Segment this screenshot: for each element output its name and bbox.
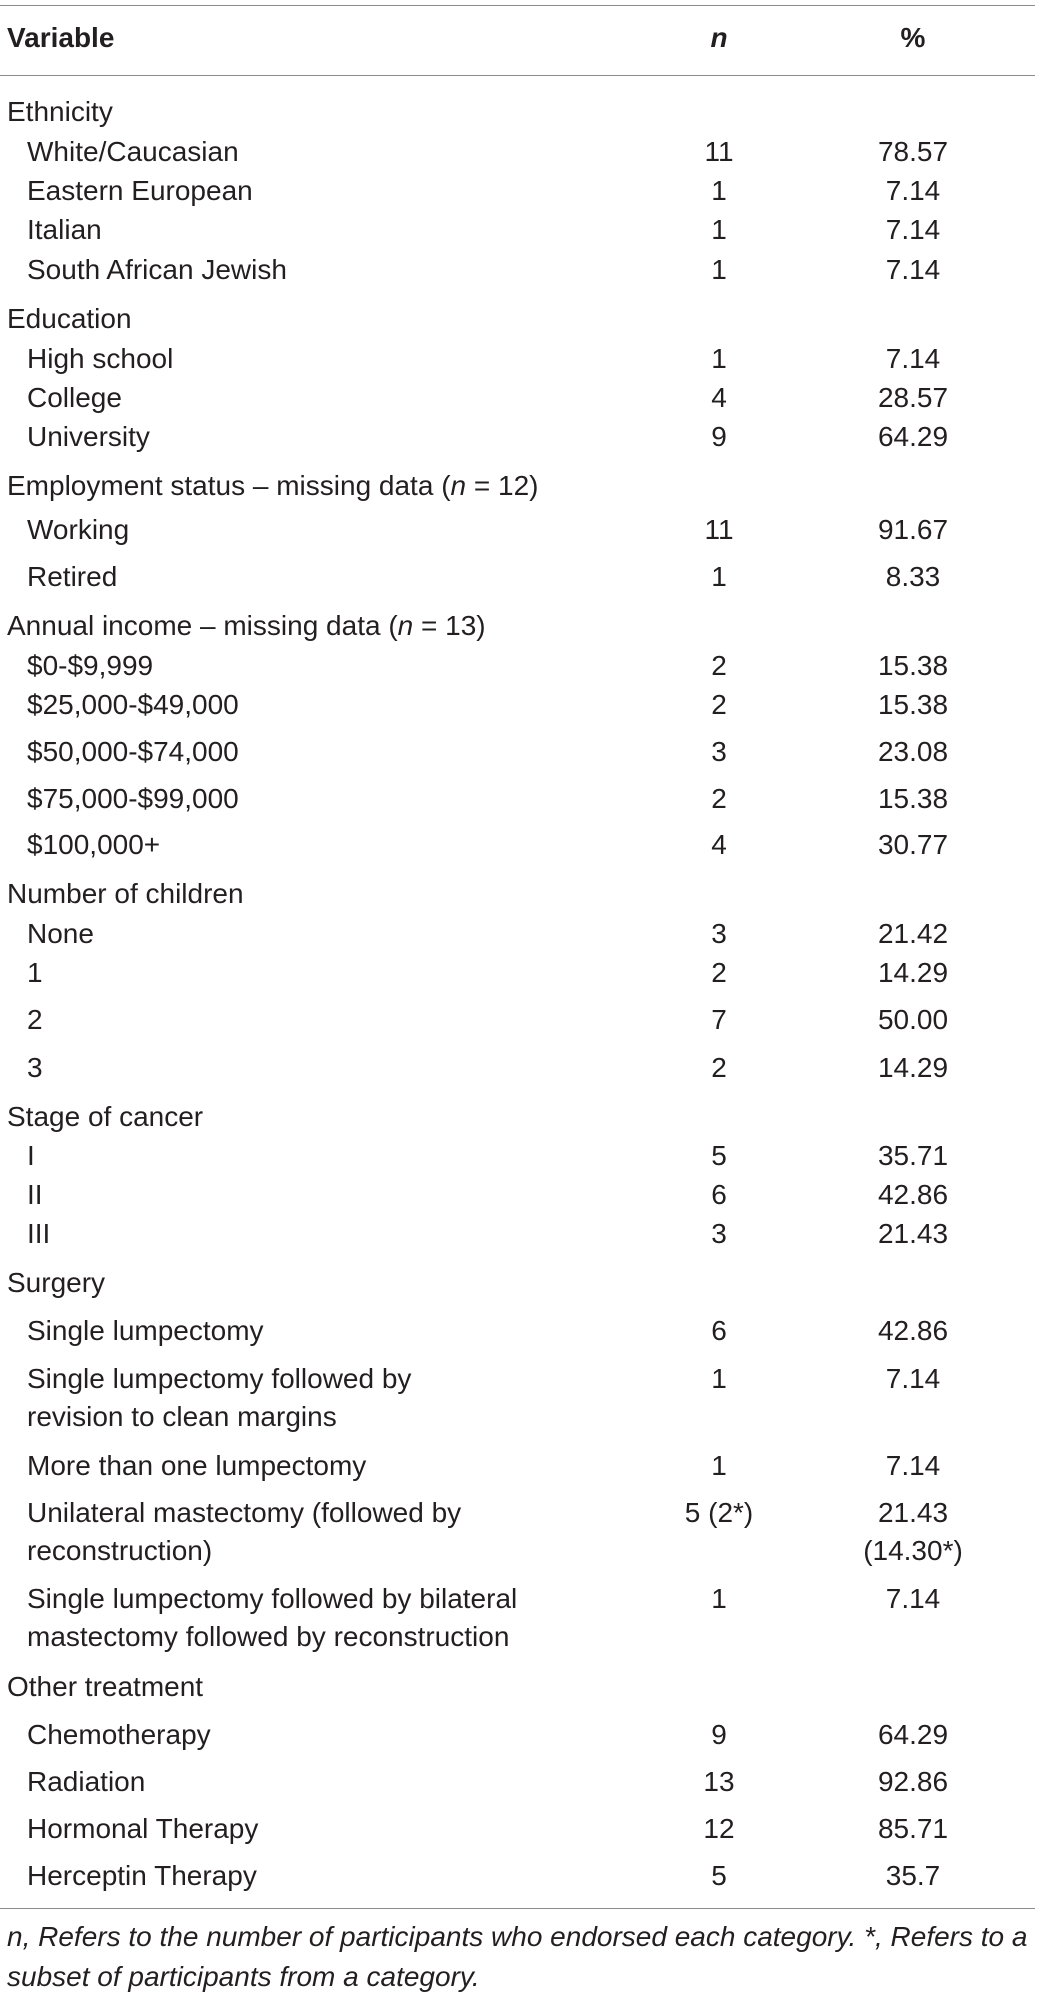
- percent-cell: 15.38: [877, 650, 949, 681]
- category-label: Surgery: [7, 1267, 106, 1298]
- header-variable: Variable: [7, 22, 115, 53]
- n-cell: 5 (2*): [684, 1497, 754, 1528]
- n-cell: 1: [711, 175, 727, 206]
- n-cell: 12: [703, 1813, 735, 1844]
- row-label: 3: [27, 1052, 43, 1083]
- n-cell: 9: [711, 421, 727, 452]
- header-rule: [0, 75, 1035, 76]
- percent-cell: 7.14: [885, 1583, 941, 1614]
- percent-cell: 14.29: [877, 957, 949, 988]
- n-cell: 6: [711, 1315, 727, 1346]
- category-label: Ethnicity: [7, 96, 113, 127]
- row-label: $25,000-$49,000: [27, 689, 239, 720]
- percent-cell: 21.43: [877, 1218, 949, 1249]
- n-cell: 2: [711, 957, 727, 988]
- row-label: reconstruction): [27, 1535, 213, 1566]
- percent-cell: 7.14: [885, 175, 941, 206]
- n-cell: 1: [711, 343, 727, 374]
- n-cell: 1: [711, 1450, 727, 1481]
- percent-cell: 50.00: [877, 1004, 949, 1035]
- row-label: College: [27, 382, 122, 413]
- category-label: Other treatment: [7, 1671, 204, 1702]
- row-label: revision to clean margins: [27, 1401, 337, 1432]
- row-label: More than one lumpectomy: [27, 1450, 367, 1481]
- n-cell: 4: [711, 829, 727, 860]
- row-label: $75,000-$99,000: [27, 783, 239, 814]
- n-cell: 2: [711, 650, 727, 681]
- percent-cell: 7.14: [885, 254, 941, 285]
- percent-cell: 7.14: [885, 1363, 941, 1394]
- top-rule: [0, 5, 1035, 6]
- percent-cell: 78.57: [877, 136, 949, 167]
- percent-cell: 7.14: [885, 343, 941, 374]
- row-label: Hormonal Therapy: [27, 1813, 259, 1844]
- percent-cell: 35.7: [885, 1860, 941, 1891]
- percent-cell: 7.14: [885, 1450, 941, 1481]
- header-n: n: [710, 22, 728, 53]
- n-cell: 4: [711, 382, 727, 413]
- percent-cell: 64.29: [877, 421, 949, 452]
- percent-cell: 21.42: [877, 918, 949, 949]
- row-label: I: [27, 1140, 35, 1171]
- row-label: Single lumpectomy followed by: [27, 1363, 412, 1394]
- n-cell: 2: [711, 783, 727, 814]
- percent-cell: 30.77: [877, 829, 949, 860]
- n-cell: 3: [711, 918, 727, 949]
- row-label: Retired: [27, 561, 118, 592]
- n-cell: 6: [711, 1179, 727, 1210]
- percent-cell: 42.86: [877, 1179, 949, 1210]
- row-label: III: [27, 1218, 51, 1249]
- row-label: Unilateral mastectomy (followed by: [27, 1497, 462, 1528]
- percent-cell: 21.43: [877, 1497, 949, 1528]
- row-label: South African Jewish: [27, 254, 287, 285]
- percent-cell: 28.57: [877, 382, 949, 413]
- n-cell: 2: [711, 1052, 727, 1083]
- row-label: 1: [27, 957, 43, 988]
- percent-cell: 23.08: [877, 736, 949, 767]
- percent-cell: 7.14: [885, 214, 941, 245]
- n-cell: 1: [711, 1583, 727, 1614]
- percent-cell: 15.38: [877, 783, 949, 814]
- row-label: $50,000-$74,000: [27, 736, 239, 767]
- row-label: Herceptin Therapy: [27, 1860, 257, 1891]
- n-cell: 1: [711, 561, 727, 592]
- category-label: Education: [7, 303, 132, 334]
- n-cell: 11: [704, 136, 734, 167]
- n-cell: 5: [711, 1140, 727, 1171]
- percent-cell: 92.86: [877, 1766, 949, 1797]
- header-percent: %: [900, 22, 926, 53]
- n-cell: 9: [711, 1719, 727, 1750]
- percent-cell: 8.33: [885, 561, 941, 592]
- n-cell: 3: [711, 1218, 727, 1249]
- percent-cell: 35.71: [877, 1140, 949, 1171]
- percent-cell: (14.30*): [863, 1535, 963, 1566]
- row-label: II: [27, 1179, 43, 1210]
- n-cell: 1: [711, 1363, 727, 1394]
- row-label: Single lumpectomy followed by bilateral: [27, 1583, 518, 1614]
- n-cell: 13: [703, 1766, 735, 1797]
- n-cell: 2: [711, 689, 727, 720]
- category-label: Annual income – missing data (n = 13): [7, 610, 486, 641]
- row-label: High school: [27, 343, 174, 374]
- bottom-rule: [0, 1908, 1035, 1909]
- n-cell: 3: [711, 736, 727, 767]
- percent-cell: 91.67: [877, 514, 949, 545]
- row-label: Eastern European: [27, 175, 253, 206]
- percent-cell: 42.86: [877, 1315, 949, 1346]
- row-label: mastectomy followed by reconstruction: [27, 1621, 510, 1652]
- category-label: Number of children: [7, 878, 244, 909]
- row-label: Chemotherapy: [27, 1719, 211, 1750]
- row-label: University: [27, 421, 150, 452]
- percent-cell: 64.29: [877, 1719, 949, 1750]
- row-label: Working: [27, 514, 130, 545]
- n-cell: 5: [711, 1860, 727, 1891]
- row-label: Single lumpectomy: [27, 1315, 264, 1346]
- row-label: $100,000+: [27, 829, 161, 860]
- n-cell: 1: [711, 254, 727, 285]
- row-label: $0-$9,999: [27, 650, 154, 681]
- n-cell: 11: [704, 514, 734, 545]
- percent-cell: 14.29: [877, 1052, 949, 1083]
- percent-cell: 85.71: [877, 1813, 949, 1844]
- percent-cell: 15.38: [877, 689, 949, 720]
- row-label: Italian: [27, 214, 102, 245]
- row-label: Radiation: [27, 1766, 146, 1797]
- category-label: Employment status – missing data (n = 12): [7, 470, 539, 501]
- n-cell: 7: [711, 1004, 727, 1035]
- table-footnote: n, Refers to the number of participants who endorsed each category. *, Refers to a subset of participants from a category.: [7, 1921, 1028, 1992]
- category-label: Stage of cancer: [7, 1101, 204, 1132]
- n-cell: 1: [711, 214, 727, 245]
- row-label: 2: [27, 1004, 43, 1035]
- row-label: White/Caucasian: [27, 136, 239, 167]
- row-label: None: [27, 918, 94, 949]
